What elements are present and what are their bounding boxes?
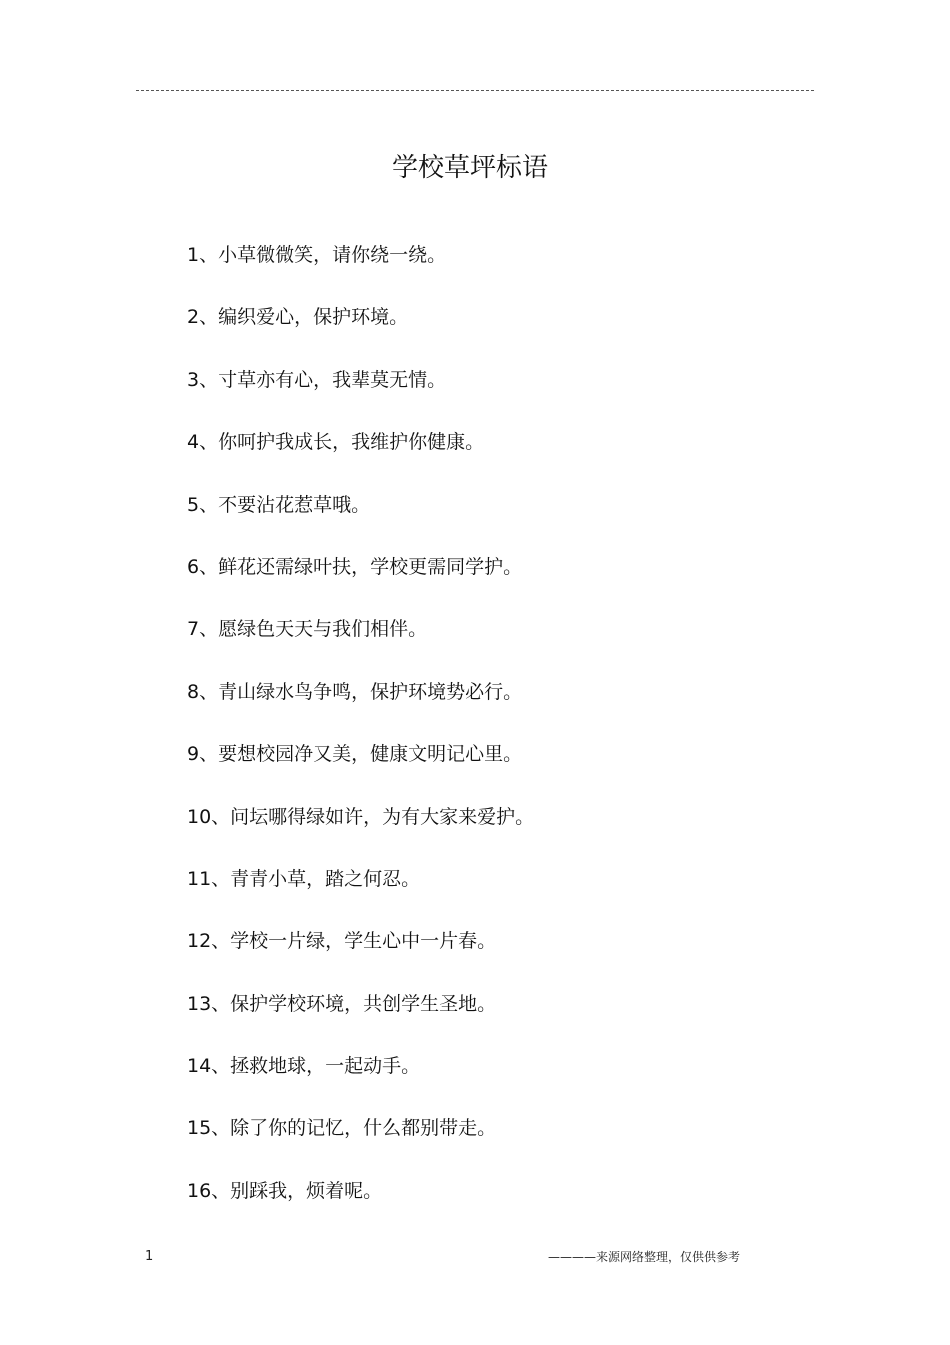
list-item: 16、别踩我，烦着呢。 <box>187 1179 383 1202</box>
header-rule <box>136 90 814 91</box>
list-item: 5、不要沾花惹草哦。 <box>187 493 371 516</box>
list-item: 6、鲜花还需绿叶扶，学校更需同学护。 <box>187 555 523 578</box>
list-item: 8、青山绿水鸟争鸣，保护环境势必行。 <box>187 680 523 703</box>
list-item: 7、愿绿色天天与我们相伴。 <box>187 618 428 641</box>
page-title: 学校草坪标语 <box>391 153 548 183</box>
list-item: 10、问坛哪得绿如许，为有大家来爱护。 <box>187 805 535 828</box>
list-item: 1、小草微微笑，请你绕一绕。 <box>187 244 447 266</box>
list-item: 3、寸草亦有心，我辈莫无情。 <box>187 368 447 391</box>
list-item: 9、要想校园净又美，健康文明记心里。 <box>187 743 523 766</box>
footer-note: ————来源网络整理，仅供供参考 <box>548 1250 741 1264</box>
list-item: 15、除了你的记忆，什么都别带走。 <box>187 1117 497 1140</box>
list-item: 14、拯救地球，一起动手。 <box>187 1055 421 1078</box>
page-number: 1 <box>145 1249 154 1264</box>
list-item: 11、青青小草，踏之何忍。 <box>187 867 421 890</box>
list-item: 12、学校一片绿，学生心中一片春。 <box>187 930 497 953</box>
list-item: 2、编织爱心，保护环境。 <box>187 306 409 329</box>
slogan-list <box>187 240 534 1238</box>
list-item: 4、你呵护我成长，我维护你健康。 <box>187 431 485 454</box>
list-item: 13、保护学校环境，共创学生圣地。 <box>187 992 497 1015</box>
